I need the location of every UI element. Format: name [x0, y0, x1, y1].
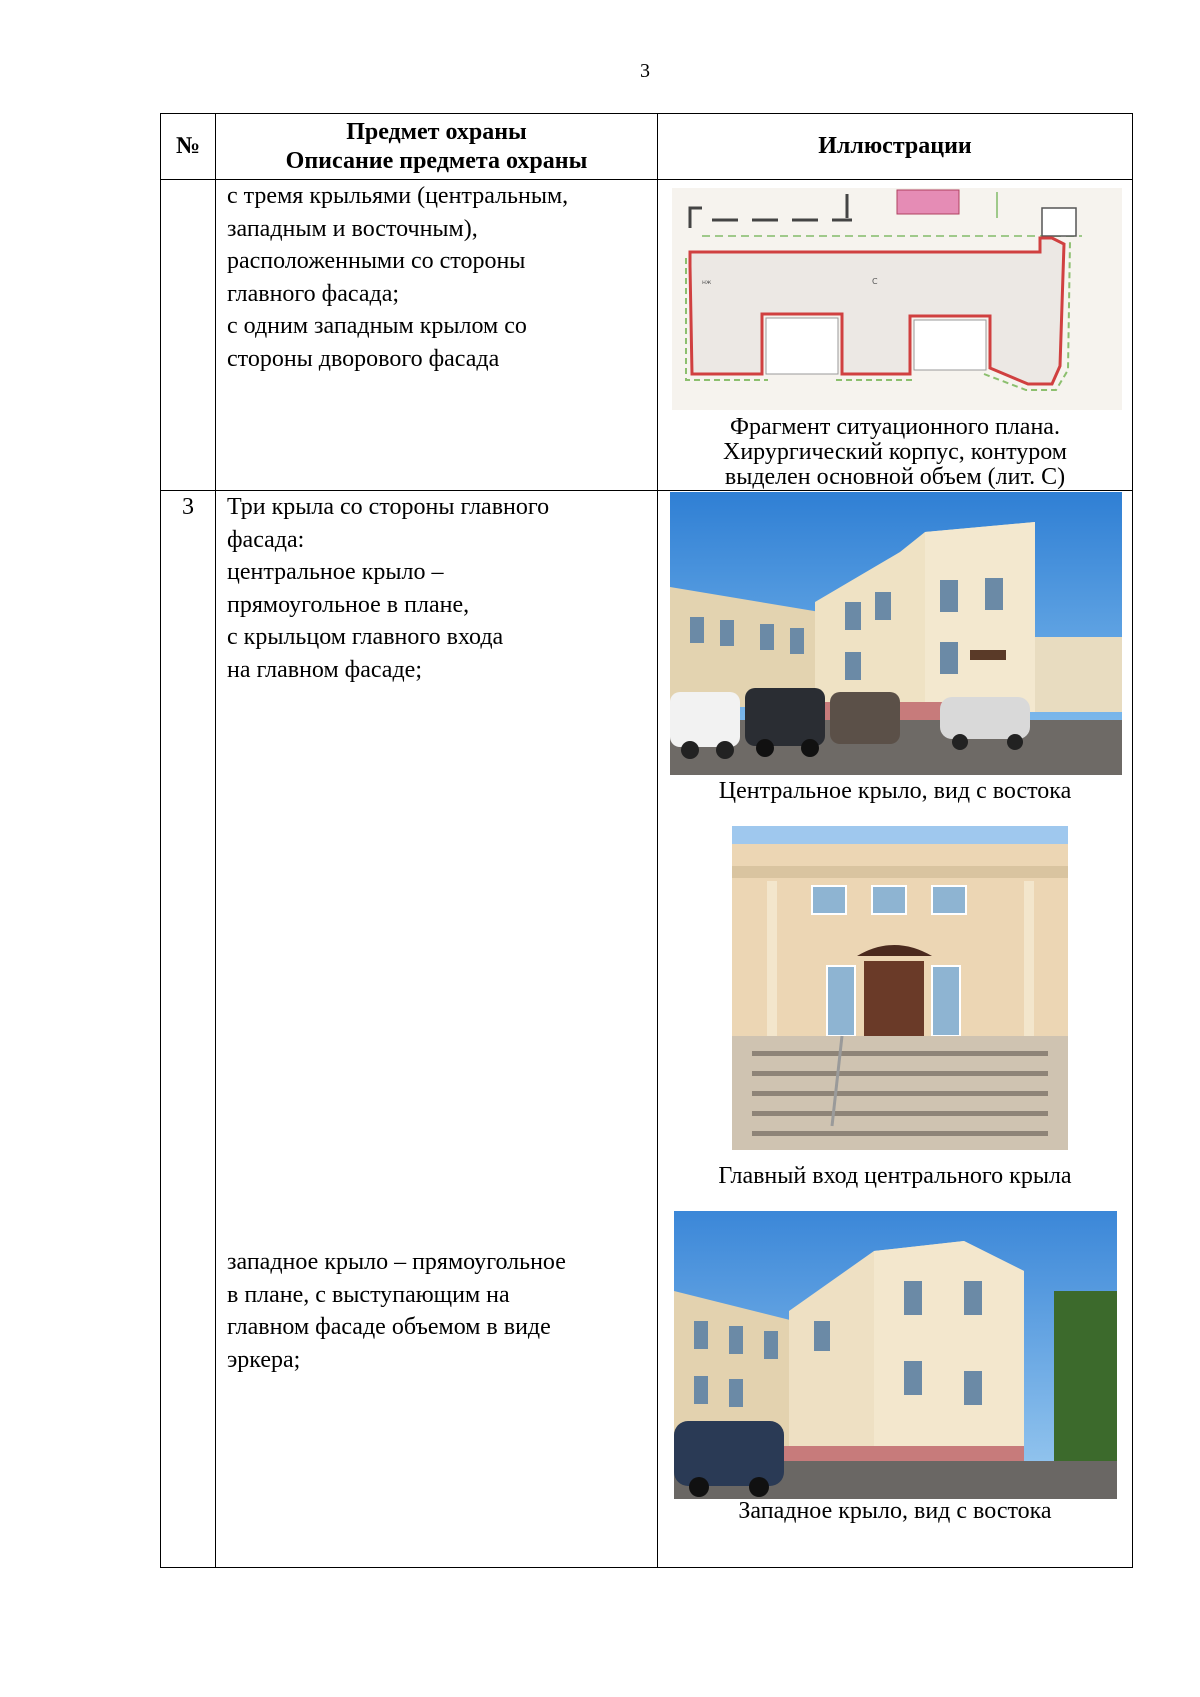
row-description-cell [216, 180, 658, 491]
svg-text:С: С [872, 277, 878, 286]
row-description-cell [216, 491, 658, 1568]
header-number: № [161, 114, 216, 180]
row-number-cell [161, 180, 216, 491]
header-illustrations: Иллюстрации [658, 114, 1133, 180]
central-wing-description: Три крыла со стороны главного фасада: центральное крыло – прямоугольное в плане, с крыльцом главного входа на главном фасаде; [227, 494, 550, 683]
protection-subject-table [160, 113, 1133, 1568]
header-subject-title: Предмет охраны [346, 118, 527, 145]
main-entrance-photo [732, 826, 1068, 1150]
page-number: 3 [640, 60, 650, 82]
table-header-row [161, 114, 1133, 180]
central-wing-photo [670, 492, 1122, 775]
row-illustration-cell [658, 180, 1133, 491]
row-description-text: с тремя крыльями (центральным, западным и восточным), расположенными со стороны главного фасада; с одним западным крылом со стороны дворового фасада [227, 183, 569, 372]
west-wing-photo [674, 1211, 1117, 1499]
main-entrance-caption: Главный вход центрального крыла [718, 1163, 1072, 1189]
header-subject-description: Описание предмета охраны [285, 147, 588, 174]
building-outline [690, 238, 1064, 384]
situational-plan-image [672, 188, 1122, 410]
plan-caption: Фрагмент ситуационного плана. Хирургический корпус, контуром выделен основной объем (лит. С) [723, 414, 1067, 490]
row-number-cell: 3 [161, 491, 216, 1568]
table-row-continued [161, 180, 1133, 491]
west-wing-description: западное крыло – прямоугольное в плане, с выступающим на главном фасаде объемом в виде эркера; [227, 1249, 566, 1373]
central-wing-caption: Центральное крыло, вид с востока [718, 778, 1072, 804]
header-subject [216, 114, 658, 180]
row-illustration-cell [658, 491, 1133, 1568]
table-row-3 [161, 491, 1133, 1568]
svg-text:нж: нж [702, 279, 712, 286]
west-wing-caption: Западное крыло, вид с востока [738, 1498, 1052, 1524]
